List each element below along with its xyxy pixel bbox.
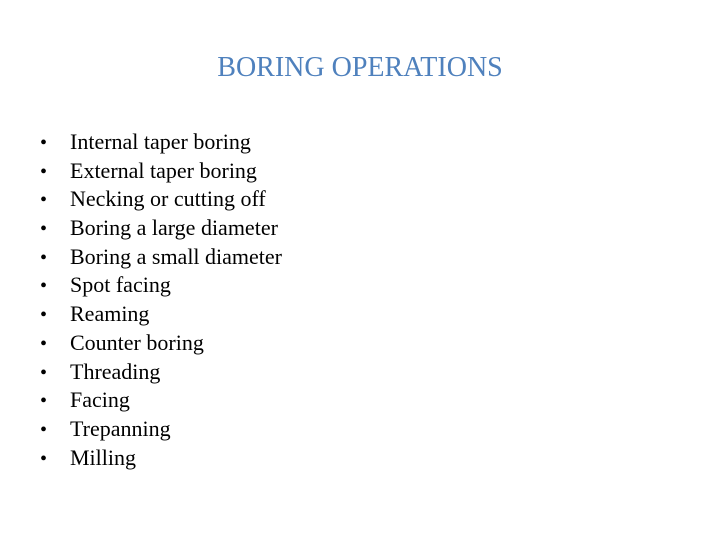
bullet-icon: • <box>40 160 48 183</box>
bullet-item <box>40 243 282 272</box>
bullet-icon: • <box>40 390 48 413</box>
bullet-icon: • <box>40 189 48 212</box>
bullet-text: Counter boring <box>70 329 204 355</box>
bullet-item <box>40 128 282 157</box>
bullet-text: Spot facing <box>70 272 171 298</box>
bullet-icon: • <box>40 246 48 269</box>
bullet-text: Facing <box>70 387 130 413</box>
bullet-text: Threading <box>70 358 161 384</box>
bullet-item <box>40 415 282 444</box>
bullet-icon: • <box>40 361 48 384</box>
bullet-icon: • <box>40 304 48 327</box>
bullet-item <box>40 185 282 214</box>
bullet-item <box>40 329 282 358</box>
bullet-item <box>40 444 282 473</box>
bullet-item <box>40 386 282 415</box>
bullet-icon: • <box>40 218 48 241</box>
bullet-icon: • <box>40 447 48 470</box>
bullet-text: Boring a large diameter <box>70 215 278 241</box>
bullet-text: Boring a small diameter <box>70 243 282 269</box>
bullet-item <box>40 157 282 186</box>
slide-title: BORING OPERATIONS <box>217 52 503 83</box>
bullet-list <box>40 128 282 472</box>
bullet-text: Internal taper boring <box>70 129 251 154</box>
bullet-text: Reaming <box>70 301 150 327</box>
bullet-item <box>40 358 282 387</box>
bullet-text: Trepanning <box>70 415 171 441</box>
bullet-text: External taper boring <box>70 157 257 183</box>
bullet-item <box>40 271 282 300</box>
bullet-text: Milling <box>70 444 137 470</box>
bullet-icon: • <box>40 332 48 355</box>
bullet-icon: • <box>40 132 48 154</box>
bullet-item <box>40 214 282 243</box>
bullet-icon: • <box>40 275 48 298</box>
bullet-icon: • <box>40 418 48 441</box>
bullet-item <box>40 300 282 329</box>
bullet-text: Necking or cutting off <box>70 186 266 212</box>
